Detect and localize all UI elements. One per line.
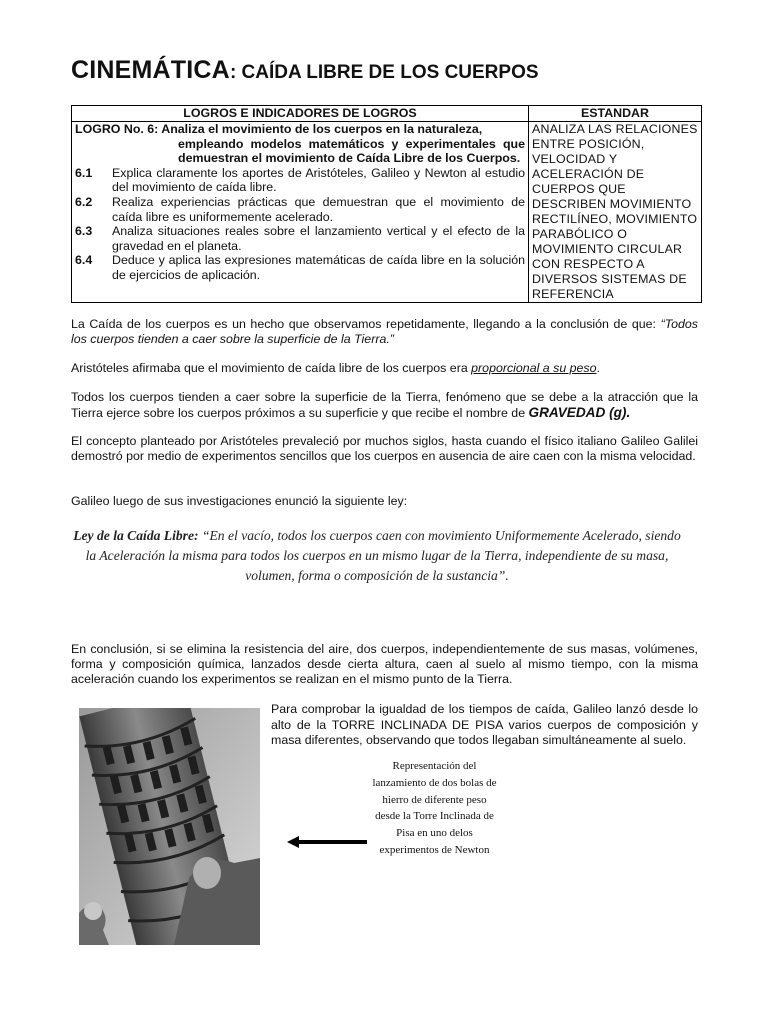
ley-caida-libre	[72, 526, 682, 586]
indicator-number: 6.1	[75, 165, 93, 180]
page-title	[71, 56, 539, 85]
logro-statement	[75, 122, 525, 166]
paragraph-6: En conclusión, si se elimina la resistencia del aire, dos cuerpos, independientemente de sus masas, volúmenes, forma y composición química, lanzados desde cierta altura, caen al suelo al mismo tiempo, con la misma aceleración cuando los experimentos se realizan en el mismo punto de la Tierra.	[71, 642, 698, 686]
ley-label: Ley de la Caída Libre:	[73, 528, 199, 543]
logro-rest: empleando modelos matemáticos y experimentales que demuestran el movimiento de Caída Libre de los Cuerpos.	[178, 136, 525, 166]
image-caption: Representación del lanzamiento de dos bolas de hierro de diferente peso desde la Torre Inclinada de Pisa en uno delos experimentos de Newton	[372, 760, 497, 856]
estandar-cell: ANALIZA LAS RELACIONES ENTRE POSICIÓN, VELOCIDAD Y ACELERACIÓN DE CUERPOS QUE DESCRIBEN MOVIMIENTO RECTILÍNEO, MOVIMIENTO PARABÓLICO O MOVIMIENTO CIRCULAR CON RESPECTO A DIVERSOS SISTEMAS DE REFERENCIA	[529, 122, 702, 303]
indicator-number: 6.4	[75, 253, 93, 268]
indicator-row	[75, 166, 525, 195]
p2-end: .	[596, 361, 600, 375]
indicator-number: 6.3	[75, 224, 93, 239]
paragraph-1	[71, 317, 698, 347]
header-logros: LOGROS E INDICADORES DE LOGROS	[72, 106, 529, 122]
logro-lead: LOGRO No. 6: Analiza el movimiento de los cuerpos en la naturaleza,	[75, 122, 483, 136]
logros-table	[71, 105, 702, 303]
paragraph-5: Galileo luego de sus investigaciones enunció la siguiente ley:	[71, 494, 408, 508]
indicator-row	[75, 253, 525, 282]
paragraph-3	[71, 390, 698, 421]
p1-text: La Caída de los cuerpos es un hecho que observamos repetidamente, llegando a la conclusión de que:	[71, 317, 661, 331]
title-sub: : CAÍDA LIBRE DE LOS CUERPOS	[229, 62, 539, 83]
indicator-text: Realiza experiencias prácticas que demuestran que el movimiento de caída libre es uniformemente acelerado.	[112, 194, 525, 224]
ley-text: “En el vacío, todos los cuerpos caen con movimiento Uniformemente Acelerado, siendo la Aceleración la misma para todos los cuerpos en un mismo lugar de la Tierra, independiente de su masa, volumen, forma o composición de la sustancia”.	[85, 528, 681, 583]
p3-text: Todos los cuerpos tienden a caer sobre la superficie de la Tierra, fenómeno que se debe a la atracción que la Tierra ejerce sobre los cuerpos próximos a su superficie y que recibe el nombre de	[71, 390, 698, 420]
indicator-text: Deduce y aplica las expresiones matemáticas de caída libre en la solución de ejercicios de aplicación.	[112, 253, 525, 282]
indicator-text: Explica claramente los aportes de Aristóteles, Galileo y Newton al estudio del movimiento de caída libre.	[112, 165, 525, 195]
logros-cell	[72, 122, 529, 303]
indicator-text: Analiza situaciones reales sobre el lanzamiento vertical y el efecto de la gravedad en el planeta.	[112, 224, 525, 253]
p3-gravedad: GRAVEDAD (g).	[528, 405, 631, 420]
leaning-tower-illustration	[79, 708, 260, 945]
p2-underlined: proporcional a su peso	[471, 361, 597, 375]
paragraph-7: Para comprobar la igualdad de los tiempos de caída, Galileo lanzó desde lo alto de la TORRE INCLINADA DE PISA varios cuerpos de composición y masa diferentes, observando que todos llegaban simultáneamente al suelo.	[271, 702, 698, 747]
p1-quote: “Todos los cuerpos tienden a caer sobre la superficie de la Tierra.”	[71, 317, 698, 346]
header-estandar: ESTANDAR	[529, 106, 702, 122]
paragraph-2	[71, 361, 698, 376]
indicator-number: 6.2	[75, 194, 93, 209]
left-arrow-icon	[287, 835, 369, 849]
indicator-row	[75, 195, 525, 224]
p2-text: Aristóteles afirmaba que el movimiento de caída libre de los cuerpos era	[71, 361, 472, 375]
indicator-row	[75, 224, 525, 253]
title-main: CINEMÁTICA	[71, 56, 230, 84]
paragraph-4: El concepto planteado por Aristóteles prevaleció por muchos siglos, hasta cuando el físico italiano Galileo Galilei demostró por medio de experimentos sencillos que los cuerpos en ausencia de aire caen con la misma velocidad.	[71, 434, 698, 463]
